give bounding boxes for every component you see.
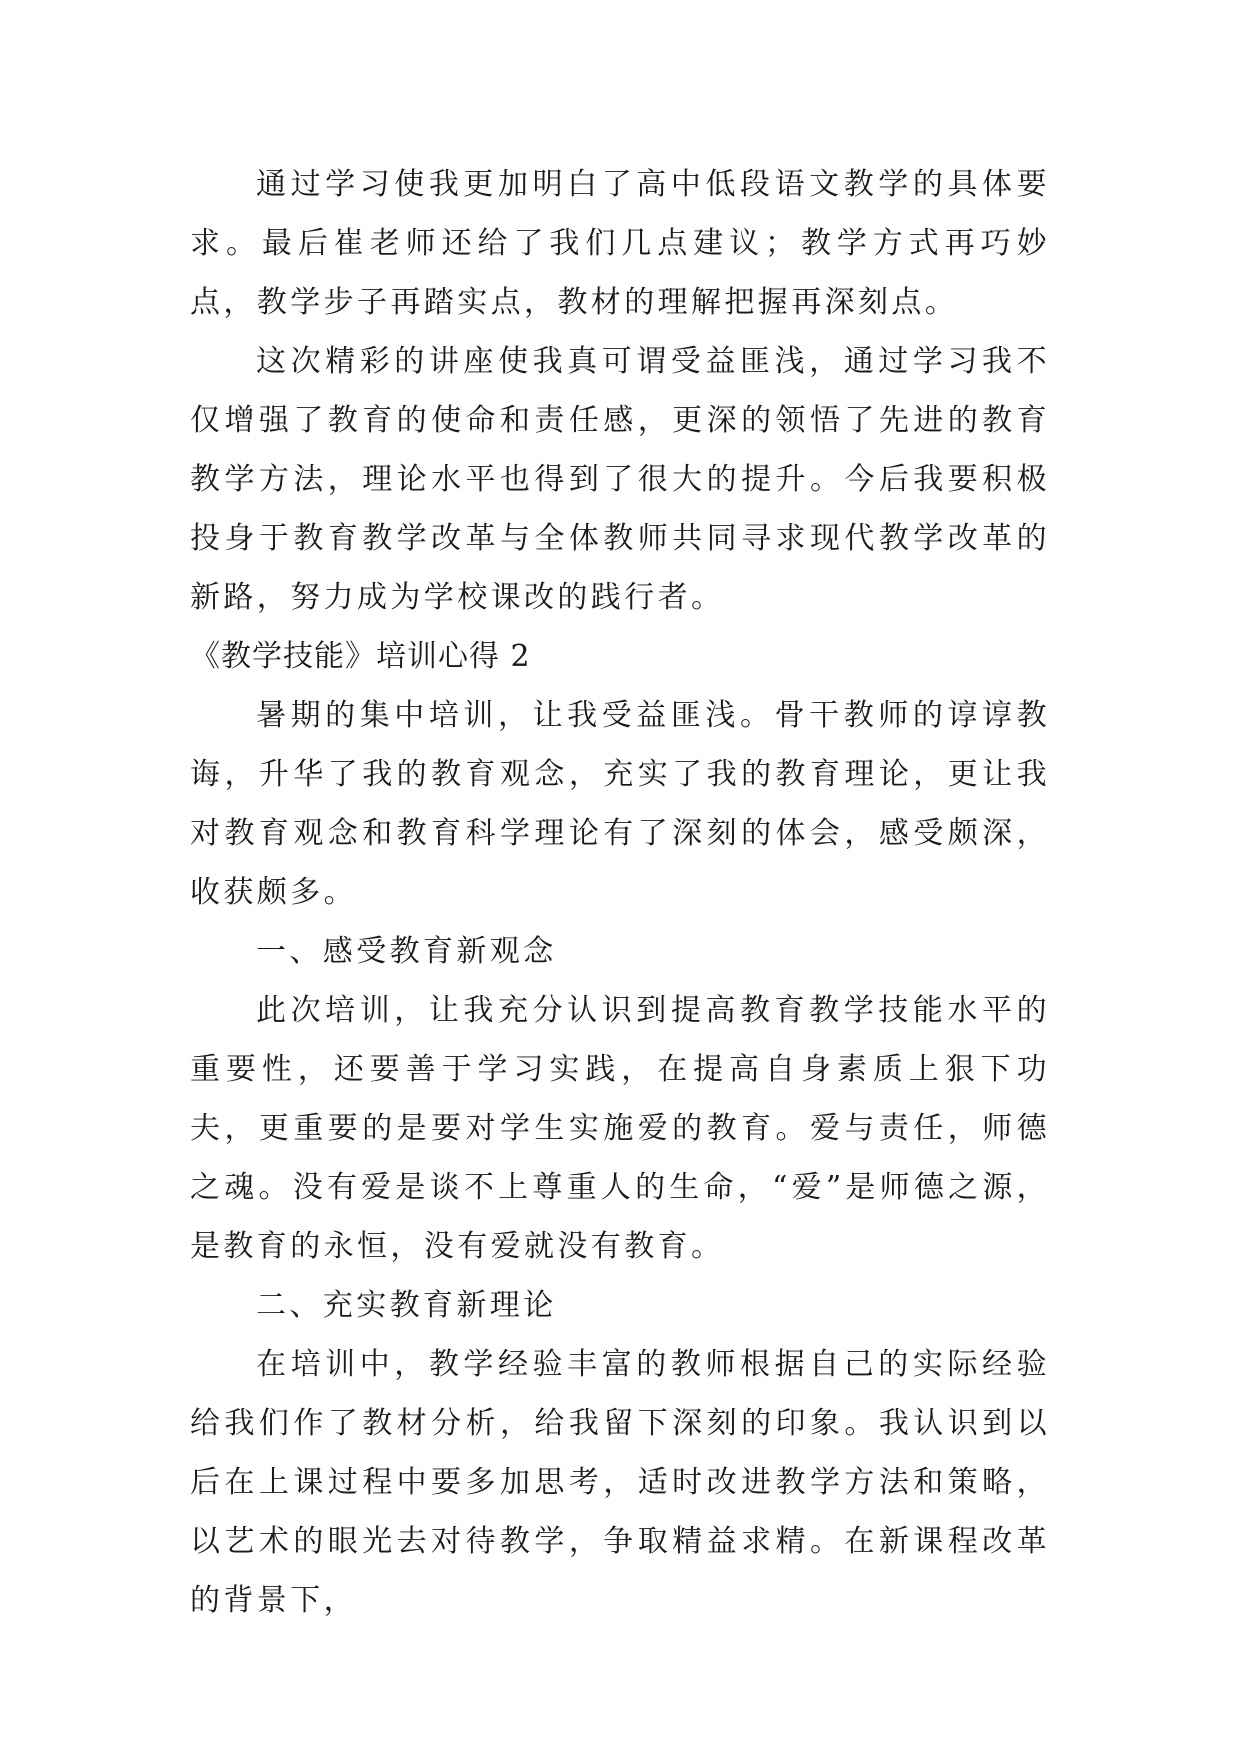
paragraph-summer-training: 暑期的集中培训，让我受益匪浅。骨干教师的谆谆教诲，升华了我的教育观念，充实了我的教育理论，更让我对教育观念和教育科学理论有了深刻的体会，感受颇深，收获颇多。 (190, 698, 1050, 910)
document-body (190, 155, 1050, 1630)
heading-new-concepts: 一、感受教育新观念 (256, 934, 557, 969)
paragraph-teaching-skills: 此次培训，让我充分认识到提高教育教学技能水平的重要性，还要善于学习实践，在提高自身素质上狠下功夫，更重要的是要对学生实施爱的教育。爱与责任，师德之魂。没有爱是谈不上尊重人的生命，“爱”是师德之源，是教育的永恒，没有爱就没有教育。 (190, 993, 1050, 1264)
paragraph-lecture-benefits: 这次精彩的讲座使我真可谓受益匪浅，通过学习我不仅增强了教育的使命和责任感，更深的领悟了先进的教育教学方法，理论水平也得到了很大的提升。今后我要积极投身于教育教学改革与全体教师共同寻求现代教学改革的新路，努力成为学校课改的践行者。 (190, 344, 1050, 615)
paragraph-learning-requirements: 通过学习使我更加明白了高中低段语文教学的具体要求。最后崔老师还给了我们几点建议；教学方式再巧妙点，教学步子再踏实点，教材的理解把握再深刻点。 (190, 167, 1050, 320)
section-title: 《教学技能》培训心得 2 (190, 639, 531, 674)
paragraph-material-analysis: 在培训中，教学经验丰富的教师根据自己的实际经验给我们作了教材分析，给我留下深刻的印象。我认识到以后在上课过程中要多加思考，适时改进教学方法和策略，以艺术的眼光去对待教学，争取精益求精。在新课程改革的背景下， (190, 1347, 1050, 1618)
heading-new-theory: 二、充实教育新理论 (256, 1288, 557, 1323)
